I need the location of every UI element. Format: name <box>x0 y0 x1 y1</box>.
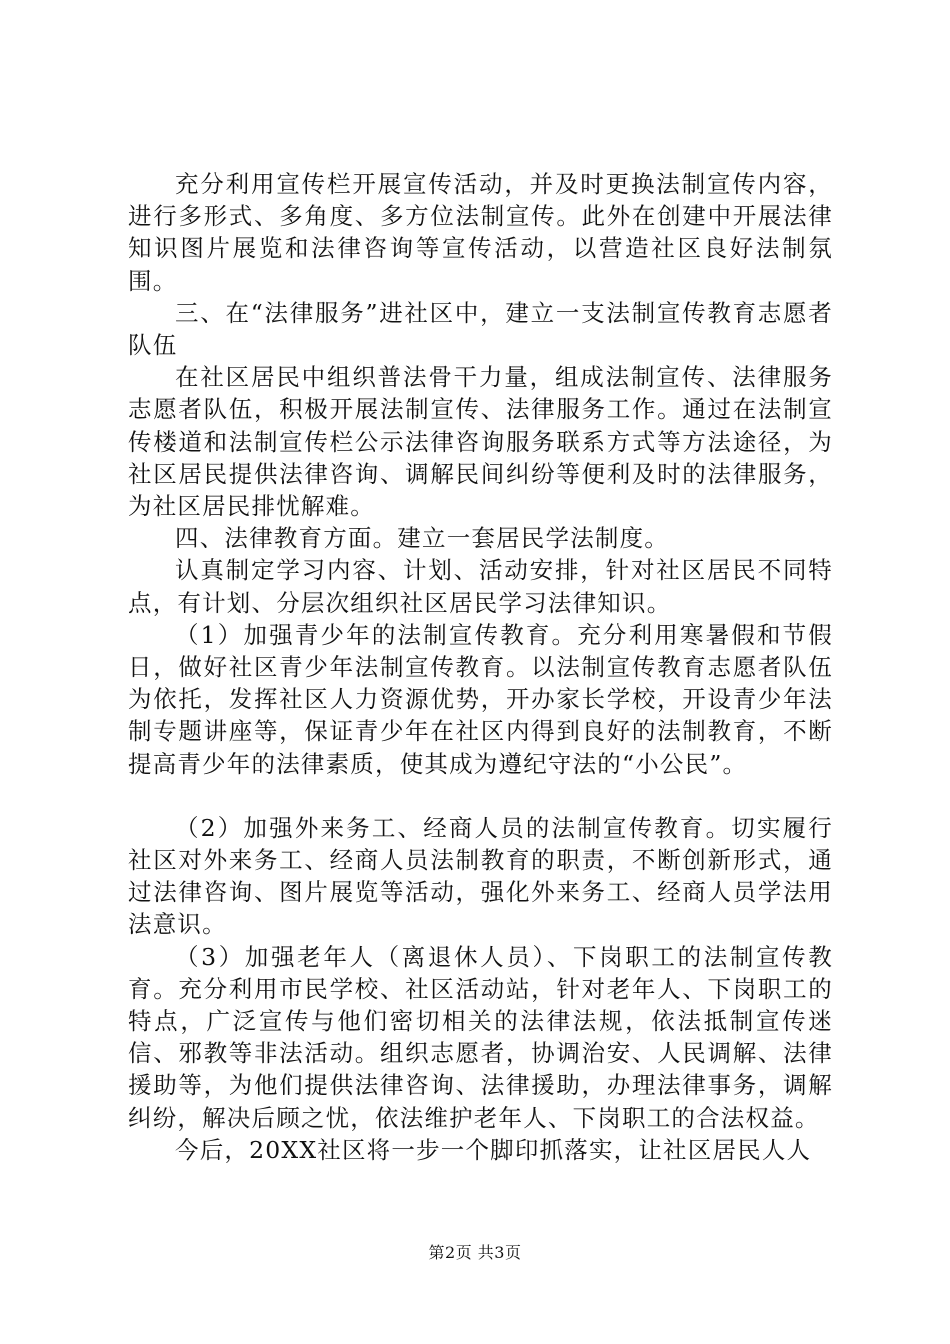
paragraph-conclusion: 今后，20XX社区将一步一个脚印抓落实，让社区居民人人 <box>175 1135 812 1164</box>
paragraph-volunteer-team: 在社区居民中组织普法骨干力量，组成法制宣传、法律服务志愿者队伍，积极开展法制宣传、法律服务工作。通过在法制宣传楼道和法制宣传栏公示法律咨询服务联系方式等方法途径，为社区居民提供法律咨询、调解民间纠纷等便利及时的法律服务，为社区居民排忧解难。 <box>128 363 833 521</box>
paragraph-publicity-board: 充分利用宣传栏开展宣传活动，并及时更换法制宣传内容，进行多形式、多角度、多方位法制宣传。此外在创建中开展法律知识图片展览和法律咨询等宣传活动，以营造社区良好法制氛围。 <box>128 170 833 295</box>
document-body <box>128 168 833 1166</box>
paragraph-elderly-laid-off: （3）加强老年人（离退休人员）、下岗职工的法制宣传教育。充分利用市民学校、社区活动站，针对老年人、下岗职工的特点，广泛宣传与他们密切相关的法律法规，依法抵制宣传迷信、邪教等非法活动。组织志愿者，协调治安、人民调解、法律援助等，为他们提供法律咨询、法律援助，办理法律事务，调解纠纷，解决后顾之忧，依法维护老年人、下岗职工的合法权益。 <box>128 942 833 1132</box>
paragraph-youth-education: （1）加强青少年的法制宣传教育。充分利用寒暑假和节假日，做好社区青少年法制宣传教育。以法制宣传教育志愿者队伍为依托，发挥社区人力资源优势，开办家长学校，开设青少年法制专题讲座等，保证青少年在社区内得到良好的法制教育，不断提高青少年的法律素质，使其成为遵纪守法的“小公民”。 <box>128 620 833 778</box>
paragraph-migrant-workers: （2）加强外来务工、经商人员的法制宣传教育。切实履行社区对外来务工、经商人员法制教育的职责，不断创新形式，通过法律咨询、图片展览等活动，强化外来务工、经商人员学法用法意识。 <box>128 813 833 939</box>
heading-section-four: 四、法律教育方面。建立一套居民学法制度。 <box>175 524 669 553</box>
page-number-footer: 第2页 共3页 <box>428 1243 522 1262</box>
paragraph-study-plan: 认真制定学习内容、计划、活动安排，针对社区居民不同特点，有计划、分层次组织社区居民学习法律知识。 <box>128 556 833 617</box>
heading-section-three: 三、在“法律服务”进社区中，建立一支法制宣传教育志愿者队伍 <box>128 298 833 360</box>
